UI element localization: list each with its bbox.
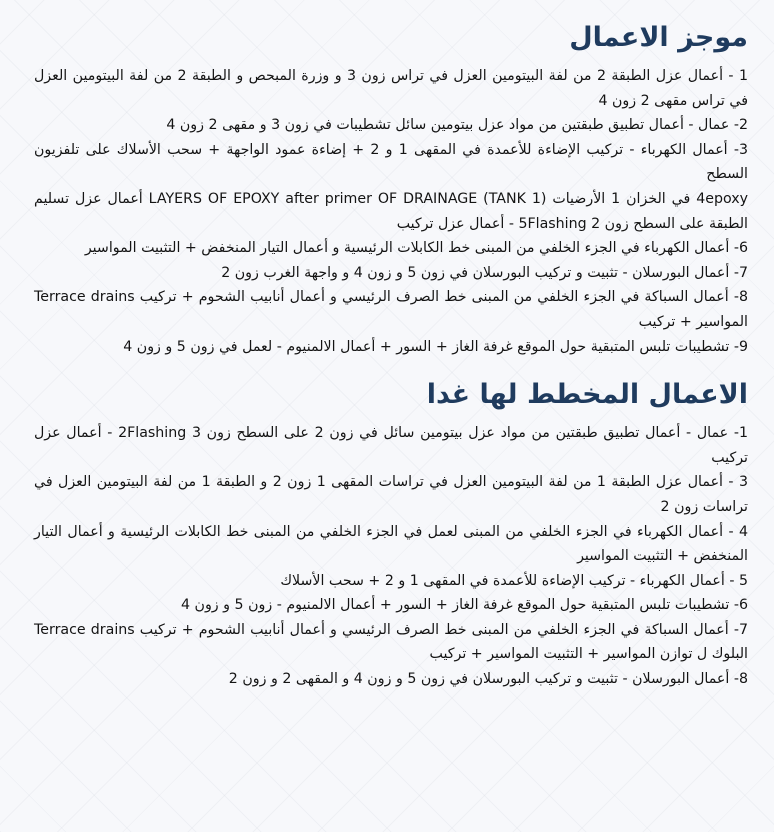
planned-work-list bbox=[34, 421, 748, 692]
list-item: 4 - أعمال الكهرباء في الجزء الخلفي من المبنى لعمل في الجزء الخلفي من المبنى خط الكابلات الرئيسية و أعمال التيار المنخفض + التثبيت المواسير bbox=[34, 523, 748, 565]
list-item: 7- أعمال السباكة في الجزء الخلفي من المبنى خط الصرف الرئيسي و أعمال أنابيب الشحوم + تركيب Terrace drains البلوك ل توازن المواسير + التثبيت المواسير + تركيب bbox=[34, 621, 748, 663]
list-item: 7- أعمال البورسلان - تثبيت و تركيب البورسلان في زون 5 و زون 4 و واجهة الغرب زون 2 bbox=[221, 264, 748, 281]
planned-work-section bbox=[34, 369, 748, 692]
planned-work-title: الاعمال المخطط لها غدا bbox=[426, 379, 748, 411]
list-item: 9- تشطيبات تلبس المتبقية حول الموقع غرفة الغاز + السور + أعمال الالمنيوم - لعمل في زون 5 و زون 4 bbox=[123, 338, 748, 355]
work-summary-list bbox=[34, 64, 748, 359]
list-item: 8- أعمال السباكة في الجزء الخلفي من المبنى خط الصرف الرئيسي و أعمال أنابيب الشحوم + تركيب Terrace drains المواسير + تركيب bbox=[34, 289, 748, 330]
list-item: 6- تشطيبات تلبس المتبقية حول الموقع غرفة الغاز + السور + أعمال الالمنيوم - زون 5 و زون 4 bbox=[180, 597, 748, 614]
list-item: 3 - أعمال عزل الطبقة 1 من لفة البيتومين العزل في تراسات المقهى 1 زون 2 و الطبقة 1 من لفة البيتومين العزل في تراسات زون 2 bbox=[34, 474, 748, 515]
work-summary-title: موجز الاعمال bbox=[569, 22, 748, 53]
work-summary-section bbox=[34, 12, 748, 359]
list-item: 8- أعمال البورسلان - تثبيت و تركيب البورسلان في زون 5 و زون 4 و المقهى 2 و زون 2 bbox=[228, 671, 748, 688]
list-item: 3- أعمال الكهرباء - تركيب الإضاءة للأعمدة في المقهى 1 و 2 + إضاءة عمود الواجهة + سحب الأسلاك على تلفزيون السطح bbox=[34, 141, 748, 183]
list-item: 1- عمال - أعمال تطبيق طبقتين من مواد عزل بيتومين سائل في زون 2 على السطح زون 3 2Flashing - أعمال عزل تركيب bbox=[34, 425, 748, 466]
list-item: 2- عمال - أعمال تطبيق طبقتين من مواد عزل بيتومين سائل تشطيبات في زون 3 و مقهى 2 زون 4 bbox=[166, 117, 748, 134]
list-item: 5 - أعمال الكهرباء - تركيب الإضاءة للأعمدة في المقهى 1 و 2 + سحب الأسلاك bbox=[280, 572, 748, 589]
list-item: 4epoxy في الخزان 1 الأرضيات LAYERS OF EPOXY after primer OF DRAINAGE (TANK 1) أعمال عزل تسليم الطبقة على السطح زون 2 5Flashing - أعمال عزل تركيب bbox=[34, 190, 749, 232]
list-item: 1 - أعمال عزل الطبقة 2 من لفة البيتومين العزل في تراس زون 3 و وزرة المبحص و الطبقة 2 من لفة البيتومين العزل في تراس مقهى 2 زون 4 bbox=[34, 68, 748, 109]
list-item: 6- أعمال الكهرباء في الجزء الخلفي من المبنى خط الكابلات الرئيسية و أعمال التيار المنخفض + التثبيت المواسير bbox=[84, 240, 748, 257]
